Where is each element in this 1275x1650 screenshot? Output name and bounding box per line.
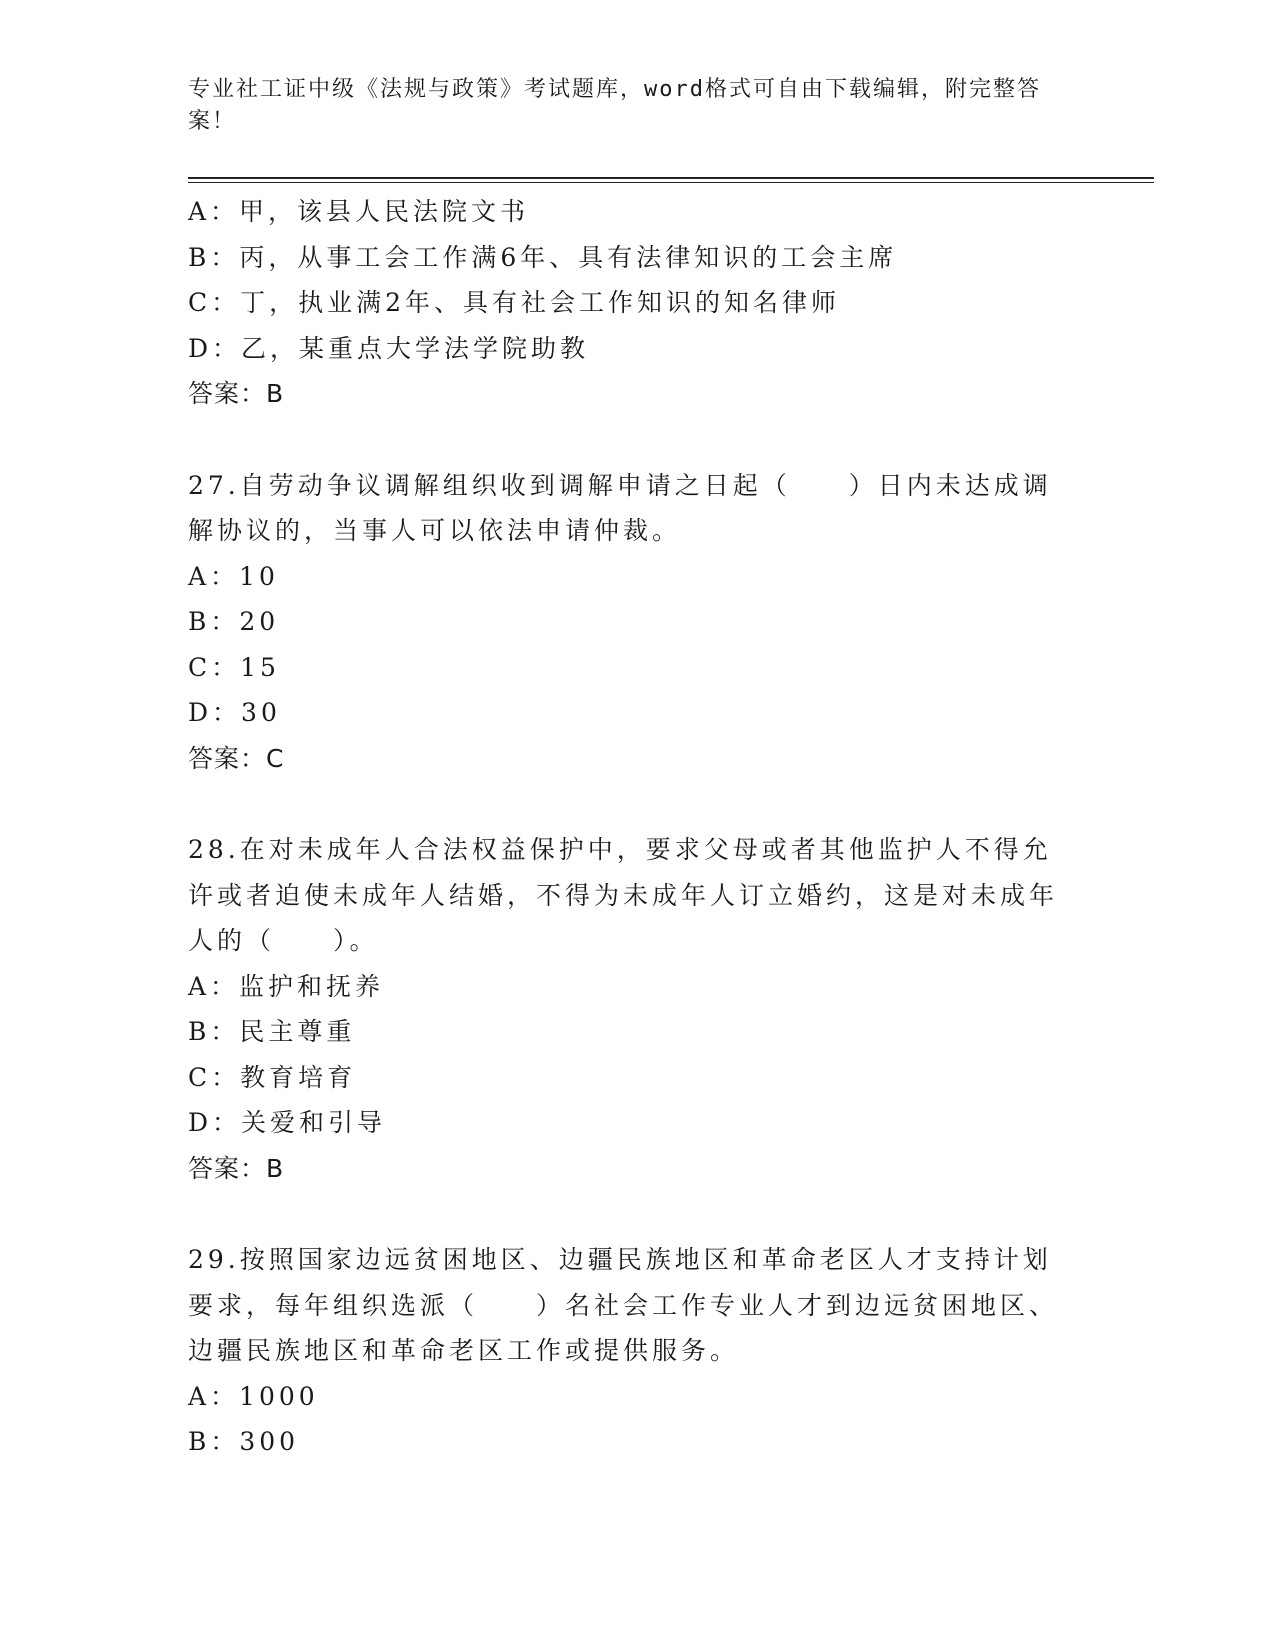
- question-text: 28.在对未成年人合法权益保护中，要求父母或者其他监护人不得允许或者迫使未成年人结婚，不得为未成年人订立婚约，这是对未成年人的（ ）。: [188, 835, 1059, 955]
- answer-line: 答案：C: [188, 743, 285, 773]
- option-b: B：丙，从事工会工作满6年、具有法律知识的工会主席: [188, 242, 898, 272]
- option-c: C：教育培育: [188, 1062, 357, 1092]
- option-a: A：甲，该县人民法院文书: [188, 197, 530, 226]
- answer-line: 答案：B: [188, 1153, 285, 1183]
- header-divider: [188, 177, 1154, 179]
- option-b: B：300: [188, 1427, 300, 1456]
- document-header: 专业社工证中级《法规与政策》考试题库，word格式可自由下载编辑，附完整答案！: [188, 77, 1041, 134]
- option-b: B：20: [188, 607, 280, 636]
- option-d: D：30: [188, 698, 281, 727]
- spacer: [188, 781, 1068, 827]
- option-a: A：1000: [188, 1381, 319, 1411]
- option-a: A：10: [188, 561, 279, 591]
- option-b: B：民主尊重: [188, 1017, 356, 1046]
- question-27: [188, 463, 1068, 782]
- question-26: [188, 189, 1068, 417]
- option-d: D：乙，某重点大学法学院助教: [188, 333, 590, 363]
- question-text: 29.按照国家边远贫困地区、边疆民族地区和革命老区人才支持计划要求，每年组织选派（ ）名社会工作专业人才到边远贫困地区、边疆民族地区和革命老区工作或提供服务。: [188, 1245, 1059, 1365]
- question-28: [188, 827, 1068, 1191]
- spacer: [188, 1191, 1068, 1237]
- question-text: 27.自劳动争议调解组织收到调解申请之日起（ ）日内未达成调解协议的，当事人可以依法申请仲裁。: [188, 470, 1052, 545]
- option-c: C：丁，执业满2年、具有社会工作知识的知名律师: [188, 288, 841, 317]
- option-a: A：监护和抚养: [188, 971, 385, 1001]
- question-29: [188, 1237, 1068, 1465]
- spacer: [188, 417, 1068, 463]
- question-list: [188, 189, 1068, 1465]
- header-divider-secondary: [188, 182, 1154, 183]
- option-d: D：关爱和引导: [188, 1108, 387, 1137]
- answer-line: 答案：B: [188, 379, 285, 408]
- option-c: C：15: [188, 652, 280, 682]
